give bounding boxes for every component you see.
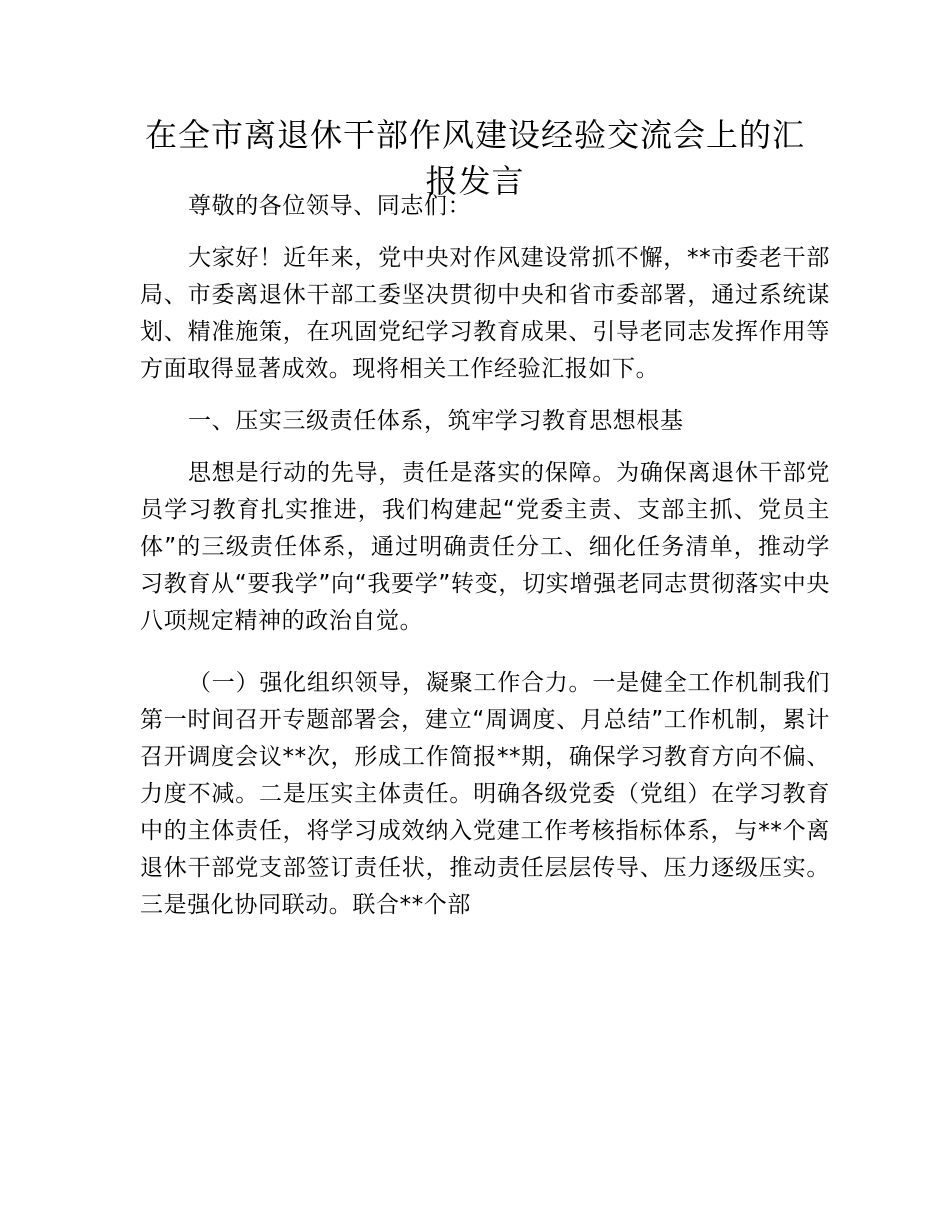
paragraph-intro: 大家好！近年来，党中央对作风建设常抓不懈，**市委老干部局、市委离退休干部工委坚决贯彻中央和省市委部署，通过系统谋划、精准施策，在巩固党纪学习教育成果、引导老同志发挥作用等方面取得显著成效。现将相关工作经验汇报如下。 bbox=[140, 245, 830, 382]
document-body bbox=[140, 188, 830, 939]
section-heading-1: 一、压实三级责任体系，筑牢学习教育思想根基 bbox=[188, 408, 684, 434]
paragraph-subsection-1: （一）强化组织领导，凝聚工作合力。一是健全工作机制我们第一时间召开专题部署会，建立“周调度、月总结”工作机制，累计召开调度会议**次，形成工作简报**期，确保学习教育方向不偏、力度不减。二是压实主体责任。明确各级党委（党组）在学习教育中的主体责任，将学习成效纳入党建工作考核指标体系，与**个离退休干部党支部签订责任状，推动责任层层传导、压力逐级压实。三是强化协同联动。联合**个部 bbox=[140, 670, 830, 918]
document-title: 在全市离退休干部作风建设经验交流会上的汇报发言 bbox=[144, 116, 805, 200]
greeting: 尊敬的各位领导、同志们： bbox=[188, 193, 472, 219]
paragraph-section-1: 思想是行动的先导，责任是落实的保障。为确保离退休干部党员学习教育扎实推进，我们构建起“党委主责、支部主抓、党员主体”的三级责任体系，通过明确责任分工、细化任务清单，推动学习教育从“要我学”向“我要学”转变，切实增强老同志贯彻落实中央八项规定精神的政治自觉。 bbox=[140, 460, 830, 634]
